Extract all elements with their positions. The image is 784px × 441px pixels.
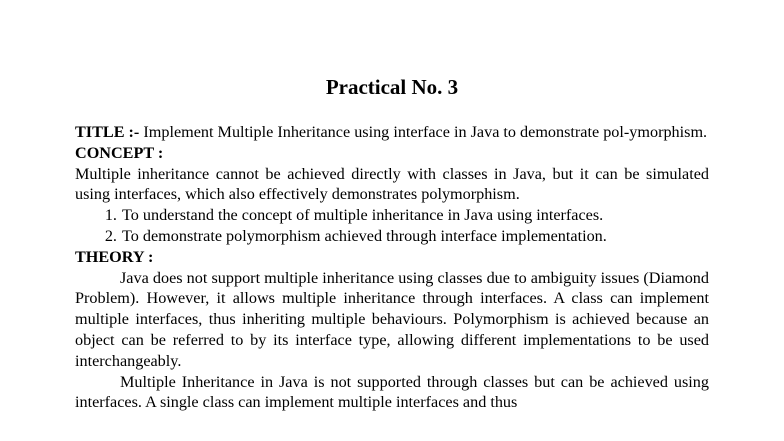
theory-paragraph: Multiple Inheritance in Java is not supported through classes but can be achieved using interfaces. A single class can implement multiple interfaces and thus bbox=[75, 372, 709, 412]
objectives-list bbox=[75, 205, 709, 247]
theory-heading: THEORY : bbox=[75, 247, 154, 266]
document-body bbox=[75, 122, 709, 413]
page-title: Practical No. 3 bbox=[325, 75, 459, 99]
objective-item: 2. To demonstrate polymorphism achieved through interface implementation. bbox=[121, 226, 709, 247]
title-line bbox=[75, 122, 709, 143]
theory-paragraph: Java does not support multiple inheritance using classes due to ambiguity issues (Diamond Problem). However, it allows multiple inheritance through interfaces. A class can implement multiple interfaces, thus inheriting multiple behaviours. Polymorphism is achieved because an object can be referred to by its interface type, allowing different implementations to be used interchangeably. bbox=[75, 268, 709, 370]
concept-paragraph: Multiple inheritance cannot be achieved directly with classes in Java, but it can be simulated using interfaces, which also effectively demonstrates polymorphism. bbox=[75, 164, 709, 204]
title-label: TITLE :- bbox=[75, 123, 140, 141]
objective-item: 1. To understand the concept of multiple inheritance in Java using interfaces. bbox=[121, 205, 709, 226]
title-text: Implement Multiple Inheritance using interface in Java to demonstrate pol-ymorphism. bbox=[139, 123, 708, 141]
document-page bbox=[75, 0, 709, 441]
concept-heading: CONCEPT : bbox=[75, 143, 164, 162]
